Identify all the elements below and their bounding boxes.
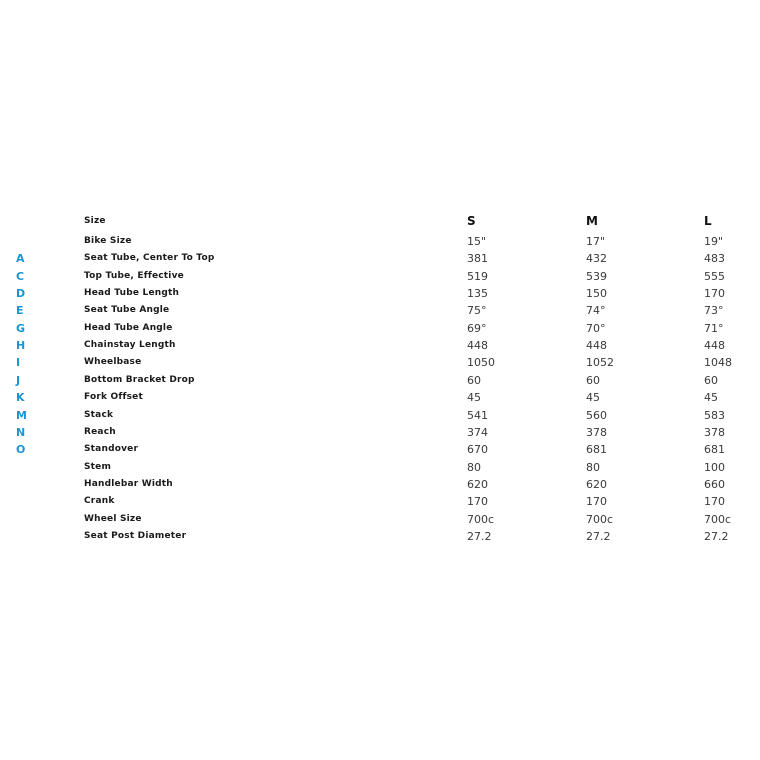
table-row [0, 441, 760, 458]
row-label: Seat Post Diameter [84, 530, 187, 541]
row-letter: A [16, 252, 25, 266]
value-l: 45 [704, 391, 718, 405]
row-letter: H [16, 339, 26, 353]
value-m: 448 [586, 339, 607, 353]
value-s: 700c [467, 512, 495, 526]
table-row [0, 233, 760, 250]
row-label: Fork Offset [84, 392, 143, 403]
table-row [0, 459, 760, 476]
size-header-m: M [586, 214, 598, 228]
value-s: 541 [467, 408, 488, 422]
table-row [0, 320, 760, 337]
value-m: 27.2 [586, 529, 611, 543]
value-s: 75° [467, 304, 487, 318]
value-m: 539 [586, 269, 607, 283]
table-row [0, 424, 760, 441]
row-label: Head Tube Angle [84, 322, 173, 333]
value-s: 374 [467, 425, 488, 439]
value-m: 1052 [586, 356, 614, 370]
row-label: Handlebar Width [84, 478, 173, 489]
table-row [0, 372, 760, 389]
table-row [0, 528, 760, 545]
value-l: 27.2 [704, 529, 729, 543]
table-row [0, 285, 760, 302]
value-s: 15" [467, 235, 487, 248]
value-m: 17" [586, 235, 606, 248]
value-l: 170 [704, 495, 725, 509]
table-row [0, 268, 760, 285]
value-l: 71° [704, 321, 724, 335]
row-label: Reach [84, 426, 116, 437]
row-letter: G [16, 321, 26, 335]
value-s: 620 [467, 477, 488, 491]
row-label: Seat Tube Angle [84, 305, 170, 316]
value-m: 170 [586, 495, 607, 509]
row-letter: M [16, 408, 28, 422]
row-label: Stem [84, 461, 112, 472]
value-m: 560 [586, 408, 607, 422]
row-letter: C [16, 269, 25, 283]
table-row [0, 476, 760, 493]
value-l: 681 [704, 443, 725, 457]
value-l: 700c [704, 512, 732, 526]
row-letter: J [16, 373, 21, 387]
value-s: 60 [467, 373, 481, 387]
table-row [0, 407, 760, 424]
row-label: Top Tube, Effective [84, 270, 184, 281]
table-row [0, 511, 760, 528]
table-row [0, 389, 760, 406]
value-l: 448 [704, 339, 725, 353]
value-s: 519 [467, 269, 488, 283]
value-s: 135 [467, 287, 488, 301]
value-s: 69° [467, 321, 487, 335]
row-label: Bike Size [84, 236, 132, 246]
row-letter: E [16, 304, 24, 318]
value-l: 60 [704, 373, 718, 387]
row-label: Chainstay Length [84, 340, 176, 351]
value-l: 19" [704, 235, 724, 248]
row-letter: K [16, 391, 25, 405]
value-m: 45 [586, 391, 600, 405]
value-s: 170 [467, 495, 488, 509]
value-m: 681 [586, 443, 607, 457]
header-label: Size [84, 216, 106, 226]
table-row [0, 354, 760, 371]
value-m: 700c [586, 512, 614, 526]
value-l: 1048 [704, 356, 732, 370]
value-m: 74° [586, 304, 606, 318]
row-label: Wheel Size [84, 513, 142, 524]
value-m: 150 [586, 287, 607, 301]
value-s: 1050 [467, 356, 495, 370]
size-header-l: L [704, 214, 712, 228]
row-letter: O [16, 443, 26, 457]
row-letter: I [16, 356, 21, 370]
row-label: Stack [84, 409, 114, 420]
row-label: Wheelbase [84, 357, 142, 368]
value-s: 670 [467, 443, 488, 457]
value-l: 73° [704, 304, 724, 318]
value-l: 483 [704, 252, 725, 266]
value-m: 620 [586, 477, 607, 491]
value-l: 100 [704, 460, 725, 474]
value-m: 432 [586, 252, 607, 266]
value-l: 660 [704, 477, 725, 491]
value-s: 45 [467, 391, 481, 405]
header-row [0, 213, 760, 230]
value-m: 378 [586, 425, 607, 439]
row-label: Seat Tube, Center To Top [84, 253, 215, 264]
size-header-s: S [467, 214, 476, 228]
value-m: 80 [586, 460, 600, 474]
value-s: 448 [467, 339, 488, 353]
table-row [0, 337, 760, 354]
row-letter: N [16, 425, 26, 439]
row-label: Standover [84, 444, 139, 455]
table-row [0, 250, 760, 267]
value-l: 583 [704, 408, 725, 422]
row-letter: D [16, 287, 26, 301]
table-row [0, 493, 760, 510]
value-l: 378 [704, 425, 725, 439]
row-label: Bottom Bracket Drop [84, 374, 195, 385]
value-m: 70° [586, 321, 606, 335]
value-m: 60 [586, 373, 600, 387]
value-l: 170 [704, 287, 725, 301]
value-s: 80 [467, 460, 481, 474]
value-s: 27.2 [467, 529, 492, 543]
value-s: 381 [467, 252, 488, 266]
table-row [0, 302, 760, 319]
row-label: Crank [84, 496, 115, 507]
value-l: 555 [704, 269, 725, 283]
row-label: Head Tube Length [84, 288, 180, 299]
